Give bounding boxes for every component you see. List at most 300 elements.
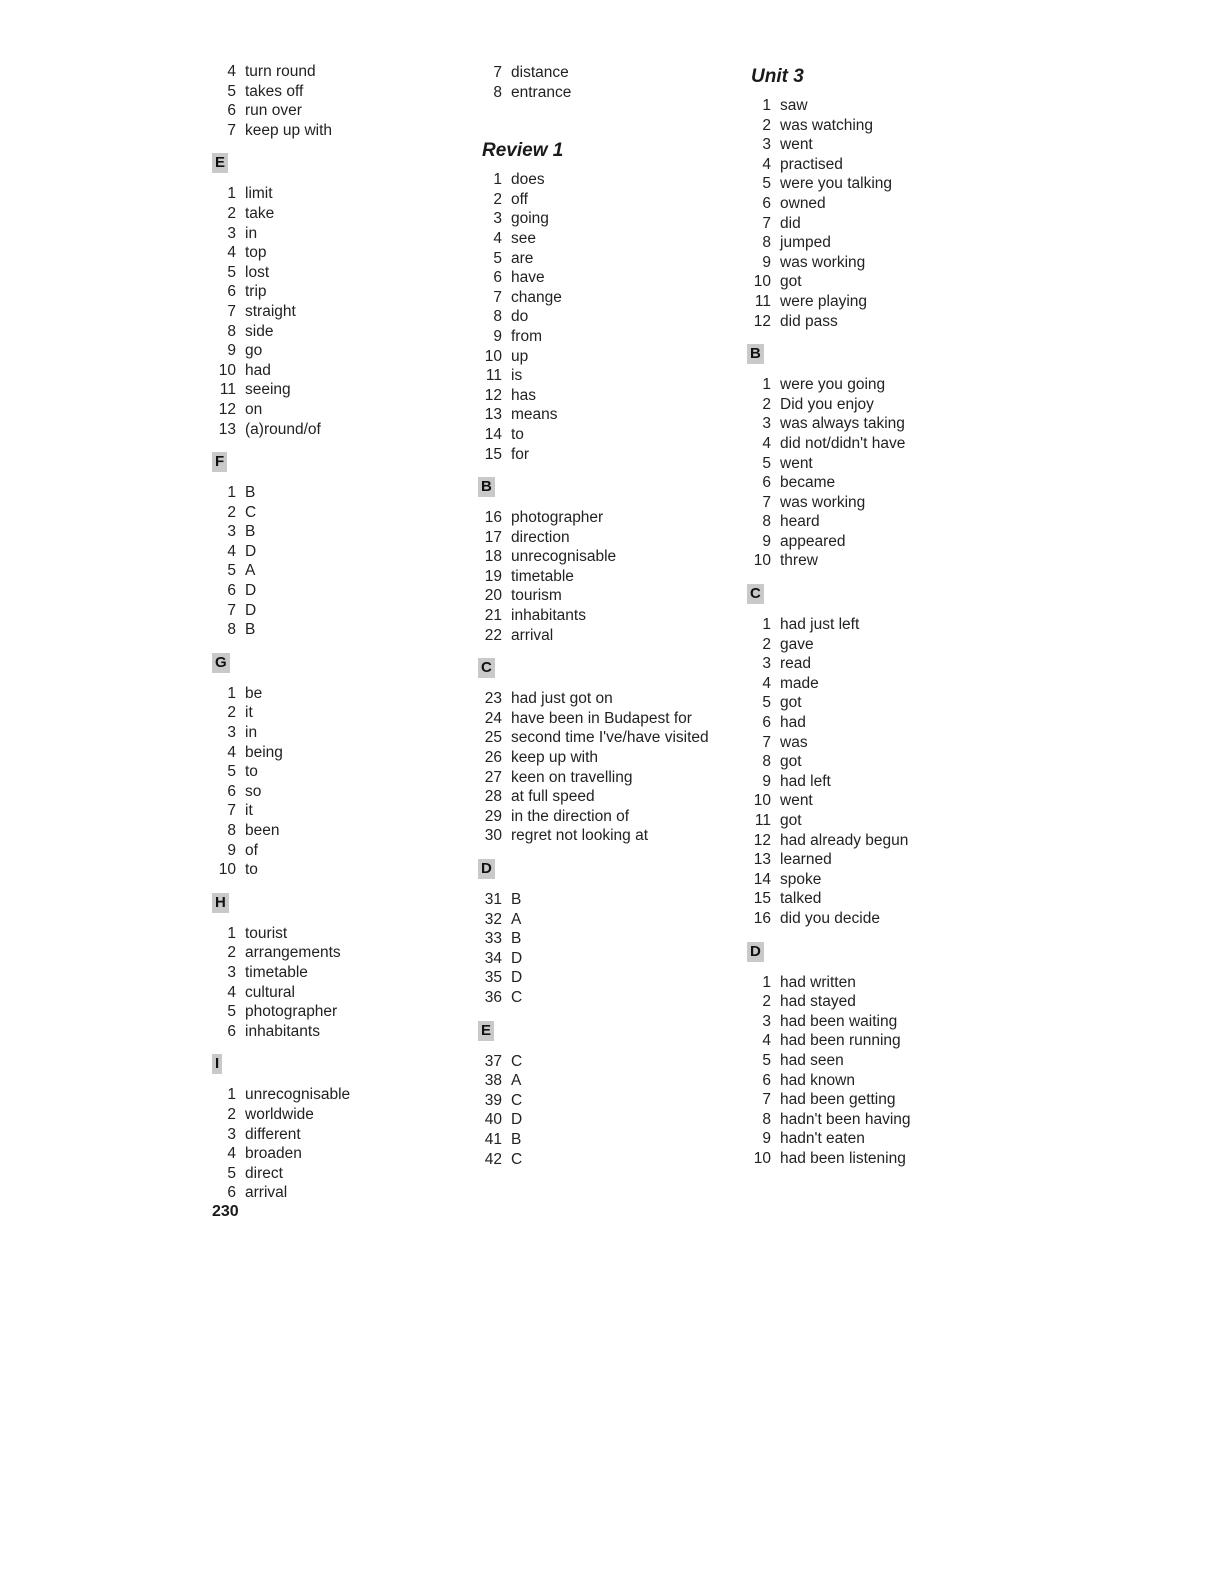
answer-item [210,762,460,782]
answer-number: 11 [219,381,236,399]
answer-item [210,743,460,763]
answer-number: 9 [493,327,502,345]
answer-item [210,684,460,704]
answer-text: unrecognisable [511,548,617,566]
answer-number: 7 [762,493,771,511]
answer-number: 1 [227,684,236,702]
answer-item [476,288,736,308]
answer-text: entrance [511,83,572,101]
answer-text: inhabitants [245,1022,320,1040]
answer-number: 15 [484,445,502,463]
answer-item [745,434,1005,454]
answer-section [210,653,460,880]
answer-item [745,752,1005,772]
answer-text: D [511,969,523,987]
answer-item [745,454,1005,474]
answer-text: top [245,244,267,262]
answer-item [210,620,460,640]
answer-text: run over [245,102,302,120]
answer-text: of [245,841,258,859]
answer-item [476,728,736,748]
page-number: 230 [212,1203,239,1220]
answer-text: on [245,400,263,418]
answer-item [476,626,736,646]
answer-section [745,584,1005,929]
answer-text: had been listening [780,1149,906,1167]
answer-section [745,344,1005,571]
answer-item [210,121,460,141]
answer-item [210,1125,460,1145]
answer-number: 4 [227,244,236,262]
answer-item [745,831,1005,851]
answer-number: 2 [762,395,771,413]
answer-text: D [511,1111,523,1129]
answer-text: do [511,308,529,326]
answer-text: did pass [780,312,838,330]
answer-text: D [245,601,257,619]
answer-text: it [245,802,253,820]
answer-number: 16 [484,509,502,527]
answer-number: 36 [484,988,502,1006]
answer-number: 26 [484,749,502,767]
answer-number: 8 [227,621,236,639]
answer-text: had stayed [780,993,856,1011]
answer-text: learned [780,851,832,869]
answer-item [476,63,736,83]
answer-text: had written [780,973,856,991]
answer-item [210,723,460,743]
answer-text: lost [245,263,270,281]
answer-text: does [511,171,545,189]
answer-number: 10 [753,1149,771,1167]
answer-section [745,64,1005,331]
answer-text: Did you enjoy [780,395,874,413]
answer-text: had left [780,772,831,790]
answer-text: had seen [780,1051,844,1069]
exercise-letter-badge: C [747,584,764,604]
answer-number: 8 [762,513,771,531]
answer-item [476,1091,736,1111]
answer-text: D [245,582,257,600]
answer-number: 13 [484,406,502,424]
answer-section [476,138,736,464]
answer-text: arrival [511,626,554,644]
answer-item [210,581,460,601]
answer-item [745,733,1005,753]
answer-text: regret not looking at [511,827,649,845]
answer-number: 7 [762,214,771,232]
answer-item [745,375,1005,395]
answer-number: 5 [227,562,236,580]
answer-text: were you going [780,376,886,394]
answer-number: 17 [484,528,502,546]
answer-item [210,224,460,244]
answer-number: 1 [762,376,771,394]
answer-number: 37 [484,1052,502,1070]
answer-number: 3 [762,655,771,673]
answer-text: had already begun [780,831,909,849]
answer-number: 1 [227,484,236,502]
answer-number: 15 [753,890,771,908]
answer-text: is [511,367,523,385]
answer-item [745,713,1005,733]
answer-item [476,347,736,367]
answer-item [476,425,736,445]
answer-text: C [511,988,523,1006]
answer-text: heard [780,513,820,531]
answer-number: 4 [493,229,502,247]
answer-item [745,635,1005,655]
answer-text: spoke [780,870,822,888]
answer-number: 4 [762,1032,771,1050]
answer-number: 13 [218,420,236,438]
answer-text: to [511,425,524,443]
answer-section [210,153,460,439]
answer-item [745,395,1005,415]
answer-number: 3 [493,210,502,228]
answer-text: C [511,1150,523,1168]
answer-item [745,116,1005,136]
answer-item [476,508,736,528]
answer-text: did you decide [780,909,880,927]
answer-text: C [245,503,257,521]
answer-item [476,547,736,567]
answer-text: being [245,743,283,761]
answer-number: 2 [227,204,236,222]
answer-text: was watching [780,116,874,134]
answer-text: worldwide [245,1105,314,1123]
answer-item [745,772,1005,792]
answer-text: from [511,327,542,345]
answer-item [745,1051,1005,1071]
answer-number: 13 [753,851,771,869]
answer-number: 34 [484,949,502,967]
answer-section [210,62,460,140]
answer-text: means [511,406,558,424]
answer-text: keen on travelling [511,768,633,786]
answer-section [210,1054,460,1203]
answer-item [210,282,460,302]
exercise-letter-badge: D [478,859,495,879]
answer-text: did not/didn't have [780,434,906,452]
answer-text: went [780,454,813,472]
exercise-letter-badge: F [212,452,227,472]
answer-item [476,567,736,587]
answer-item [745,551,1005,571]
answer-text: were you talking [780,175,893,193]
answer-text: be [245,684,263,702]
answer-item [745,992,1005,1012]
answer-number: 42 [484,1150,502,1168]
answer-text: talked [780,890,822,908]
answer-item [476,268,736,288]
answer-text: got [780,812,802,829]
answer-item [210,1105,460,1125]
answer-item [476,366,736,386]
answer-text: C [511,1052,523,1070]
answer-number: 7 [493,288,502,306]
answer-number: 9 [762,532,771,550]
answer-text: photographer [511,509,604,527]
answer-text: different [245,1125,301,1143]
answer-text: off [511,190,528,208]
answer-number: 4 [227,63,236,80]
answer-text: was [780,733,808,751]
answer-number: 19 [484,567,502,585]
answer-text: has [511,386,536,404]
answer-number: 10 [753,552,771,570]
answer-text: D [511,949,523,967]
answer-text: was working [780,493,866,511]
answer-number: 8 [762,1110,771,1128]
answer-text: change [511,288,562,306]
answer-number: 7 [493,64,502,81]
answer-item [476,689,736,709]
answer-item [745,312,1005,332]
answer-item [476,249,736,269]
answer-text: threw [780,552,818,570]
answer-number: 12 [484,386,502,404]
answer-text: became [780,474,836,492]
answer-number: 10 [753,273,771,291]
answer-section [476,63,736,102]
answer-item [745,909,1005,929]
answer-text: A [245,562,256,580]
exercise-letter-badge: B [747,344,764,364]
answer-item [476,606,736,626]
answer-text: for [511,445,530,463]
answer-item [745,414,1005,434]
answer-item [210,243,460,263]
answer-number: 2 [762,116,771,134]
answer-number: 6 [227,1022,236,1040]
answer-text: takes off [245,82,304,100]
answer-number: 24 [484,709,502,727]
answer-item [476,586,736,606]
answer-number: 1 [227,185,236,203]
answer-item [210,860,460,880]
answer-number: 6 [227,283,236,301]
exercise-letter-badge: B [478,477,495,497]
answer-item [210,341,460,361]
answer-text: keep up with [245,121,333,139]
answer-number: 14 [484,425,502,443]
exercise-letter-badge: D [747,942,764,962]
answer-text: owned [780,194,826,212]
answer-number: 3 [762,1012,771,1030]
answer-item [210,983,460,1003]
exercise-letter-badge: E [478,1021,494,1041]
answer-text: timetable [245,963,308,981]
answer-text: went [780,136,813,154]
answer-text: go [245,342,263,360]
answer-item [476,327,736,347]
answer-number: 7 [227,302,236,320]
answer-item [476,1071,736,1091]
answer-number: 11 [485,367,502,385]
section-heading: Unit 3 [751,66,804,87]
answer-number: 5 [762,175,771,193]
answer-number: 8 [227,322,236,340]
answer-number: 4 [227,542,236,560]
answer-number: 29 [484,807,502,825]
answer-item [745,253,1005,273]
answer-number: 22 [484,626,502,644]
answer-number: 6 [762,714,771,732]
answer-number: 11 [754,292,771,310]
answer-item [210,801,460,821]
answer-column-2 [476,63,736,1169]
answer-text: got [780,273,802,291]
answer-item [210,263,460,283]
answer-item [210,1164,460,1184]
answer-item [476,807,736,827]
answer-item [210,483,460,503]
answer-item [745,155,1005,175]
answer-section [210,452,460,640]
answer-number: 2 [227,1105,236,1123]
answer-number: 4 [227,1145,236,1163]
answer-number: 6 [227,102,236,120]
answer-number: 33 [484,930,502,948]
answer-item [745,532,1005,552]
answer-text: are [511,249,534,267]
answer-text: hadn't been having [780,1110,911,1128]
answer-text: B [245,621,256,639]
answer-number: 5 [227,82,236,100]
answer-number: 3 [227,724,236,742]
answer-text: in [245,224,258,242]
answer-number: 9 [762,772,771,790]
answer-item [745,973,1005,993]
answer-text: keep up with [511,749,599,767]
answer-text: went [780,792,813,810]
answer-item [476,1052,736,1072]
answer-item [210,503,460,523]
answer-item [476,748,736,768]
answer-number: 8 [762,234,771,252]
answer-item [745,96,1005,116]
answer-item [210,420,460,440]
answer-item [745,1110,1005,1130]
answer-item [745,1149,1005,1169]
answer-number: 31 [484,891,502,908]
answer-number: 4 [227,983,236,1001]
answer-item [476,405,736,425]
answer-number: 6 [762,1071,771,1089]
answer-text: to [245,861,258,879]
answer-item [745,473,1005,493]
answer-item [476,83,736,103]
answer-text: arrangements [245,944,341,962]
answer-number: 1 [762,616,771,634]
answer-text: arrival [245,1184,288,1202]
answer-item [210,1144,460,1164]
exercise-letter-badge: H [212,893,229,913]
answer-text: B [511,1130,522,1148]
answer-number: 32 [484,910,502,928]
answer-text: got [780,694,802,712]
answer-item [745,811,1005,831]
answer-number: 18 [484,548,502,566]
answer-item [745,512,1005,532]
answer-number: 3 [227,523,236,541]
answer-text: have been in Budapest for [511,709,692,727]
answer-item [476,988,736,1008]
answer-text: gave [780,635,814,653]
answer-item [210,1085,460,1105]
answer-item [745,194,1005,214]
exercise-letter-badge: G [212,653,230,673]
answer-text: B [511,930,522,948]
answer-item [745,214,1005,234]
answer-item [476,386,736,406]
answer-item [210,400,460,420]
answer-item [476,929,736,949]
answer-number: 30 [484,827,502,845]
answer-number: 3 [762,136,771,154]
answer-section [745,942,1005,1169]
answer-item [210,782,460,802]
answer-item [476,307,736,327]
answer-number: 8 [227,822,236,839]
answer-text: tourism [511,587,562,605]
answer-item [210,322,460,342]
answer-number: 1 [762,973,771,991]
answer-item [745,791,1005,811]
answer-number: 5 [762,694,771,712]
answer-number: 2 [227,704,236,722]
answer-text: appeared [780,532,846,550]
answer-item [745,674,1005,694]
answer-item [210,924,460,944]
answer-text: distance [511,64,569,81]
answer-number: 5 [493,249,502,267]
answer-number: 1 [227,924,236,942]
answer-text: was working [780,253,866,271]
answer-number: 6 [227,1184,236,1202]
answer-column-3 [745,64,1005,1169]
answer-text: timetable [511,567,574,585]
answer-text: saw [780,97,808,114]
answer-item [745,233,1005,253]
answer-number: 28 [484,788,502,806]
answer-text: had known [780,1071,855,1089]
answer-number: 7 [227,121,236,139]
answer-item [210,204,460,224]
answer-number: 1 [493,171,502,189]
answer-number: 25 [484,729,502,747]
answer-text: A [511,910,522,928]
answer-text: limit [245,185,273,203]
answer-item [210,542,460,562]
exercise-letter-badge: I [212,1054,222,1074]
answer-section [476,859,736,1008]
answer-number: 5 [762,1051,771,1069]
answer-text: had [780,714,806,732]
answer-item [210,703,460,723]
answer-text: it [245,704,253,722]
answer-section [476,1021,736,1170]
answer-number: 7 [227,802,236,820]
answer-item [476,190,736,210]
answer-text: in [245,724,258,742]
exercise-letter-badge: C [478,658,495,678]
answer-number: 12 [218,400,236,418]
answer-number: 9 [227,841,236,859]
answer-item [210,1022,460,1042]
answer-text: had just left [780,616,860,634]
